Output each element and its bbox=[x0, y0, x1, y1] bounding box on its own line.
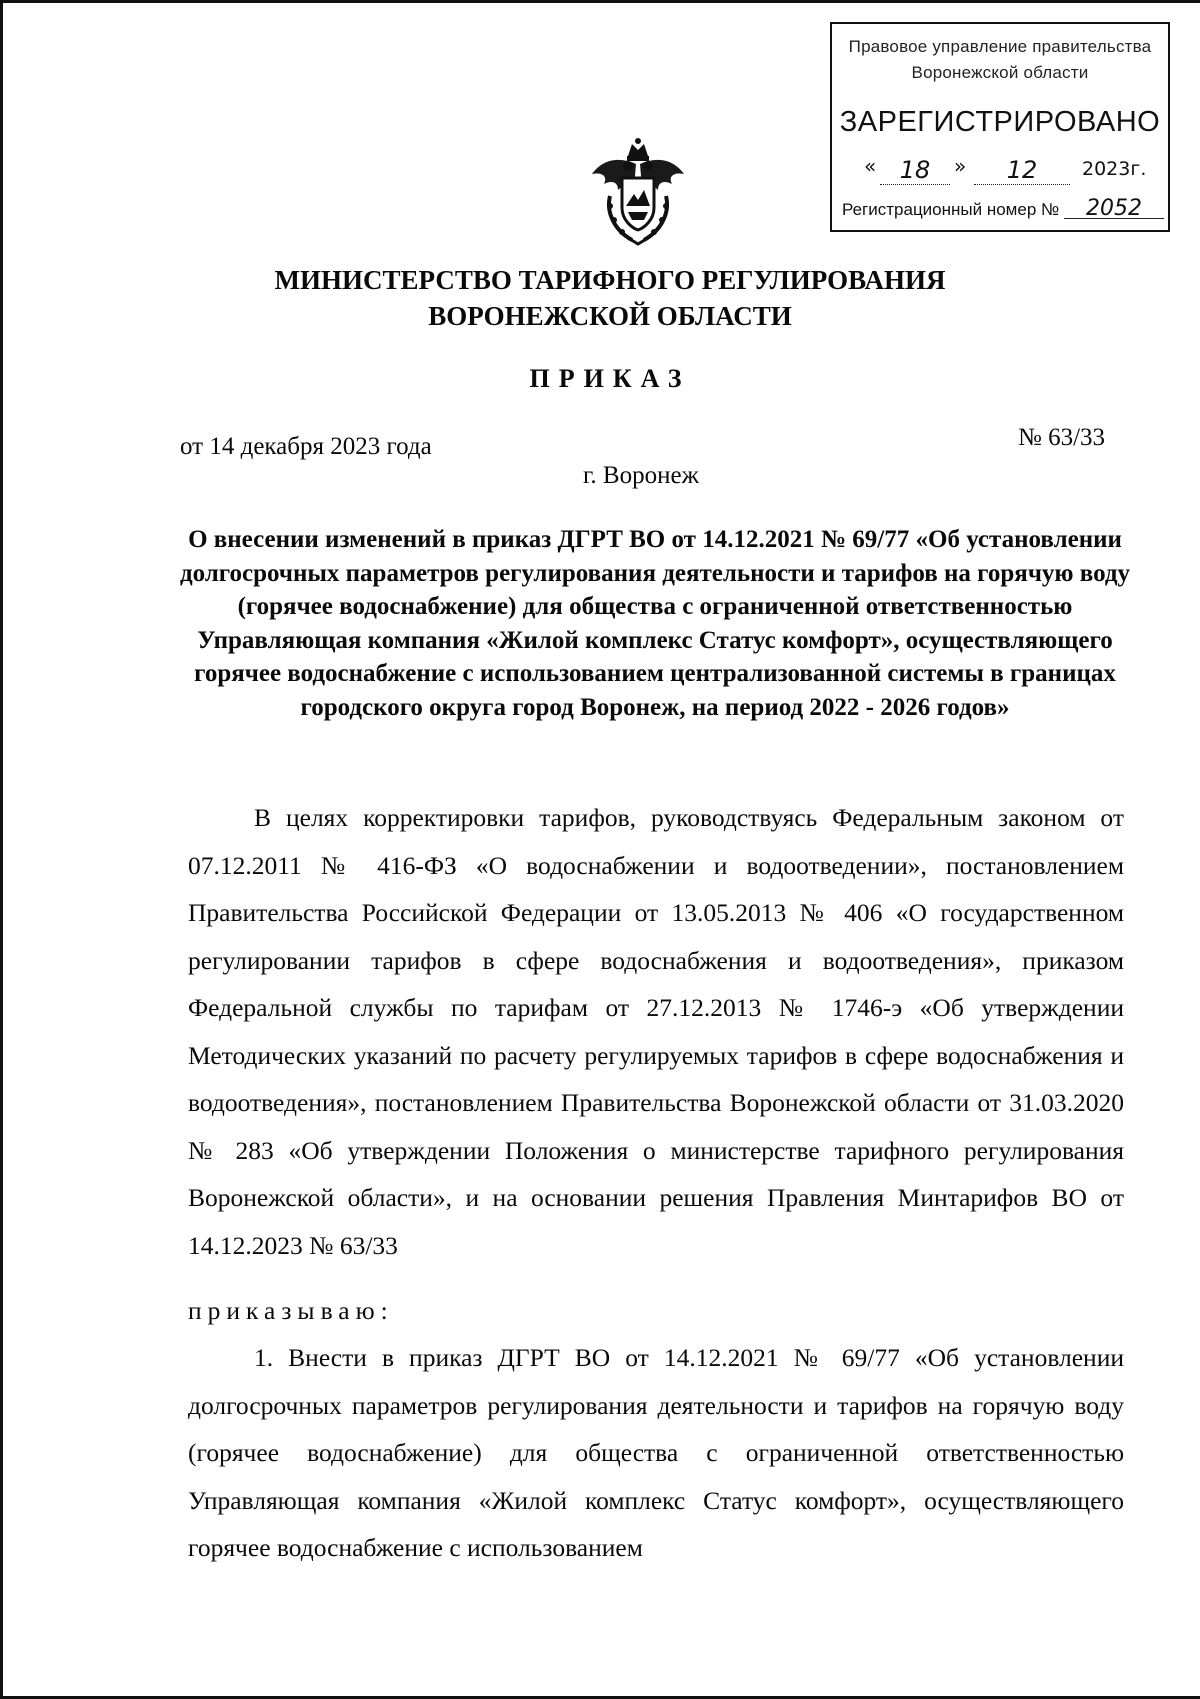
order-subject: О внесении изменений в приказ ДГРТ ВО от 14.12.2021 № 69/77 «Об установлении долгосрочных параметров регулирования деятельности и тарифов на горячую воду (горячее водоснабжение) для общества с ограниченной ответственностью Управляющая компания «Жилой комплекс Статус комфорт», осуществляющего горячее водоснабжение с использованием централизованной системы в границах городского округа город Воронеж, на период 2022 - 2026 годов» bbox=[179, 526, 1131, 721]
registration-stamp bbox=[830, 22, 1170, 232]
ministry-heading bbox=[150, 262, 1070, 334]
ministry-line2: ВОРОНЕЖСКОЙ ОБЛАСТИ bbox=[428, 301, 792, 331]
voronezh-coat-of-arms-icon bbox=[588, 134, 688, 246]
document-type: ПРИКАЗ bbox=[529, 364, 691, 393]
stamp-date-day: 18 bbox=[880, 156, 950, 185]
stamp-status: ЗАРЕГИСТРИРОВАНО bbox=[839, 106, 1161, 138]
ministry-line1: МИНИСТЕРСТВО ТАРИФНОГО РЕГУЛИРОВАНИЯ bbox=[274, 265, 946, 295]
order-number: № 63/33 bbox=[1018, 424, 1106, 451]
stamp-reg-number: 2052 bbox=[1064, 200, 1164, 219]
stamp-org-line1: Правовое управление правительства bbox=[848, 37, 1152, 56]
item-1-paragraph: 1. Внести в приказ ДГРТ ВО от 14.12.2021 № 69/77 «Об установлении долгосрочных параметров регулирования деятельности и тарифов на горячую воду (горячее водоснабжение) для общества с ограниченной ответственностью Управляющая компания «Жилой комплекс Статус комфорт», осуществляющего горячее водоснабжение с использованием bbox=[188, 1343, 1124, 1562]
order-date: от 14 декабря 2023 года bbox=[180, 433, 432, 460]
prikazyvayu-line: приказываю: bbox=[188, 1296, 394, 1325]
preamble-paragraph: В целях корректировки тарифов, руководствуясь Федеральным законом от 07.12.2011 № 416-ФЗ «О водоснабжении и водоотведении», постановлением Правительства Российской Федерации от 13.05.2013 № 406 «О государственном регулировании тарифов в сфере водоснабжения и водоотведения», приказом Федеральной службы по тарифам от 27.12.2013 № 1746-э «Об утверждении Методических указаний по расчету регулируемых тарифов в сфере водоснабжения и водоотведения», постановлением Правительства Воронежской области от 31.03.2020 № 283 «Об утверждении Положения о министерстве тарифного регулирования Воронежской области», и на основании решения Правления Минтарифов ВО от 14.12.2023 № 63/33 bbox=[188, 803, 1124, 1260]
stamp-registration-number bbox=[842, 196, 1160, 221]
stamp-org-line2: Воронежской области bbox=[911, 63, 1089, 82]
stamp-reg-label: Регистрационный номер № bbox=[842, 200, 1060, 219]
order-city: г. Воронеж bbox=[583, 462, 699, 489]
stamp-organization bbox=[832, 34, 1168, 86]
stamp-date-month: 12 bbox=[974, 156, 1070, 185]
stamp-date: « 18 » 12 2023г. bbox=[864, 154, 1147, 184]
stamp-date-year: 2023г. bbox=[1082, 158, 1147, 180]
